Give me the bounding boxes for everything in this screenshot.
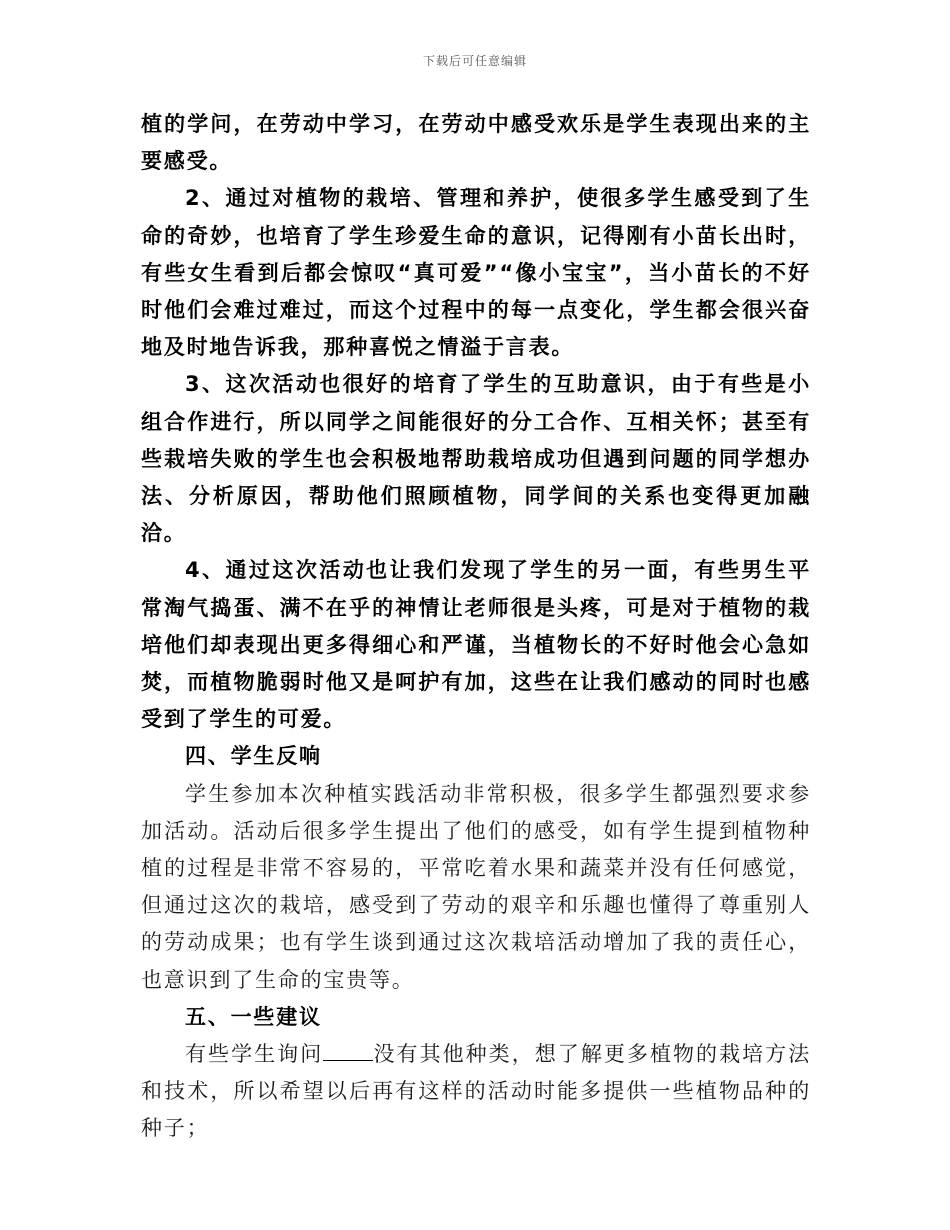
paragraph-5: 学生参加本次种植实践活动非常积极，很多学生都强烈要求参加活动。活动后很多学生提出了他们的感受，如有学生提到植物种植的过程是非常不容易的，平常吃着水果和蔬菜并没有任何感觉，但通过这次的栽培，感受到了劳动的艰辛和乐趣也懂得了尊重别人的劳动成果；也有学生谈到通过这次栽培活动增加了我的责任心，也意识到了生命的宝贵等。 <box>141 781 811 992</box>
paragraph-4: 4、通过这次活动也让我们发现了学生的另一面，有些男生平常淘气捣蛋、满不在乎的神情让老师很是头疼，可是对于植物的栽培他们却表现出更多得细心和严谨，当植物长的不好时他会心急如焚，而植物脆弱时他又是呵护有加，这些在让我们感动的同时也感受到了学生的可爱。 <box>141 558 811 732</box>
document-body <box>141 106 811 1148</box>
paragraph-2: 2、通过对植物的栽培、管理和养护，使很多学生感受到了生命的奇妙，也培育了学生珍爱生命的意识，记得刚有小苗长出时，有些女生看到后都会惊叹“真可爱”“像小宝宝”，当小苗长的不好时他们会难过难过，而这个过程中的每一点变化，学生都会很兴奋地及时地告诉我，那种喜悦之情溢于言表。 <box>141 186 811 360</box>
paragraph-6 <box>141 1036 811 1148</box>
section-heading-5: 五、一些建议 <box>185 1004 322 1029</box>
section-heading-4: 四、学生反响 <box>185 744 322 769</box>
paragraph-6-start: 有些学生询问 <box>185 1042 324 1067</box>
page-header: 下载后可任意编辑 <box>422 54 527 68</box>
paragraph-1: 植的学问，在劳动中学习，在劳动中感受欢乐是学生表现出来的主要感受。 <box>141 112 811 174</box>
paragraph-6-end: 没有其他种类，想了解更多植物的栽培方法和技术，所以希望以后再有这样的活动时能多提供一些植物品种的种子； <box>141 1042 811 1141</box>
paragraph-3: 3、这次活动也很好的培育了学生的互助意识，由于有些是小组合作进行，所以同学之间能很好的分工合作、互相关怀；甚至有些栽培失败的学生也会积极地帮助栽培成功但遇到问题的同学想办法、分析原因，帮助他们照顾植物，同学间的关系也变得更加融洽。 <box>141 372 811 546</box>
fill-blank-line <box>323 1042 373 1061</box>
